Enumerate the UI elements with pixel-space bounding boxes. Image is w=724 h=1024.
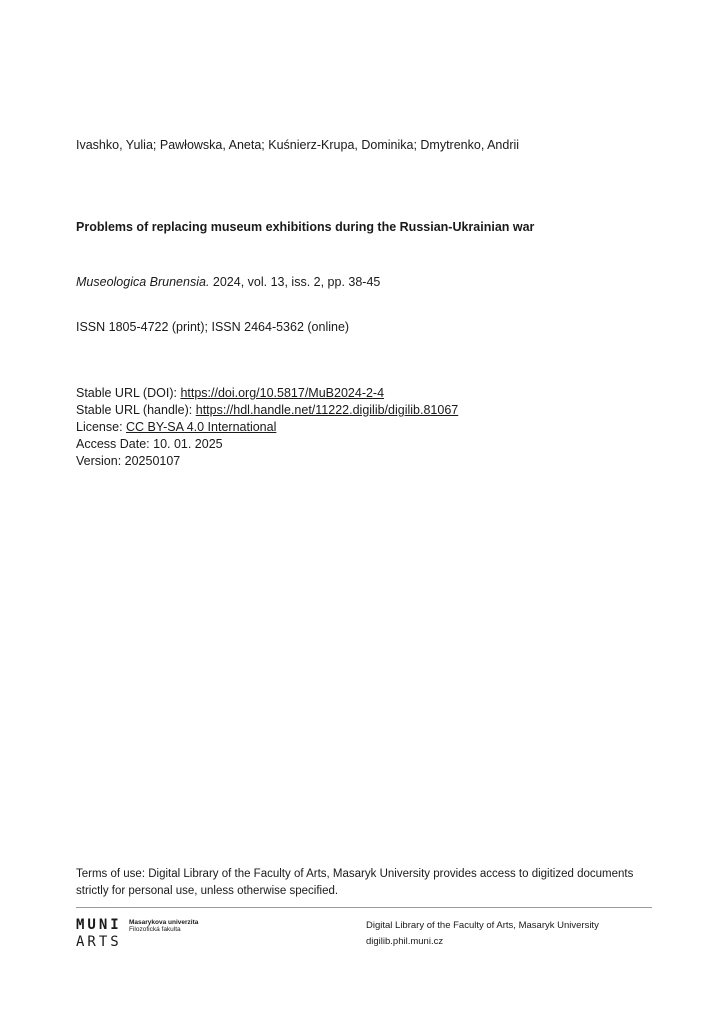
doi-link[interactable]: https://doi.org/10.5817/MuB2024-2-4 bbox=[180, 386, 385, 400]
journal-name: Museologica Brunensia. bbox=[76, 275, 210, 289]
license-link[interactable]: CC BY-SA 4.0 International bbox=[126, 420, 277, 434]
authors: Ivashko, Yulia; Pawłowska, Aneta; Kuśnierz-Krupa, Dominika; Dmytrenko, Andrii bbox=[76, 138, 520, 152]
logo-muni: MUNI bbox=[76, 917, 122, 933]
logo-arts: ARTS bbox=[76, 934, 122, 950]
terms-of-use: Terms of use: Digital Library of the Faculty of Arts, Masaryk University provides access to digitized documents strictly for personal use, unless otherwise specified. bbox=[76, 868, 634, 897]
citation-details: 2024, vol. 13, iss. 2, pp. 38-45 bbox=[209, 275, 381, 289]
logo-faculty: Filozofická fakulta bbox=[129, 926, 181, 933]
handle-row bbox=[76, 402, 458, 419]
issn: ISSN 1805-4722 (print); ISSN 2464-5362 (online) bbox=[76, 320, 350, 334]
footer-info bbox=[366, 918, 599, 950]
version: Version: 20250107 bbox=[76, 454, 181, 468]
access-date: Access Date: 10. 01. 2025 bbox=[76, 437, 223, 451]
doi-row bbox=[76, 385, 458, 402]
license-label: License: bbox=[76, 420, 127, 434]
doi-label: Stable URL (DOI): bbox=[76, 386, 181, 400]
muni-arts-logo bbox=[76, 917, 216, 953]
footer-divider bbox=[76, 907, 652, 908]
article-title: Problems of replacing museum exhibitions during the Russian-Ukrainian war bbox=[76, 220, 535, 234]
handle-link[interactable]: https://hdl.handle.net/11222.digilib/digilib.81067 bbox=[195, 403, 459, 417]
metadata-block bbox=[76, 385, 458, 470]
footer-site: digilib.phil.muni.cz bbox=[366, 936, 444, 947]
logo-university: Masarykova univerzita bbox=[129, 919, 199, 926]
license-row bbox=[76, 419, 458, 436]
citation bbox=[76, 274, 380, 291]
footer-library: Digital Library of the Faculty of Arts, Masaryk University bbox=[366, 920, 599, 931]
handle-label: Stable URL (handle): bbox=[76, 403, 196, 417]
